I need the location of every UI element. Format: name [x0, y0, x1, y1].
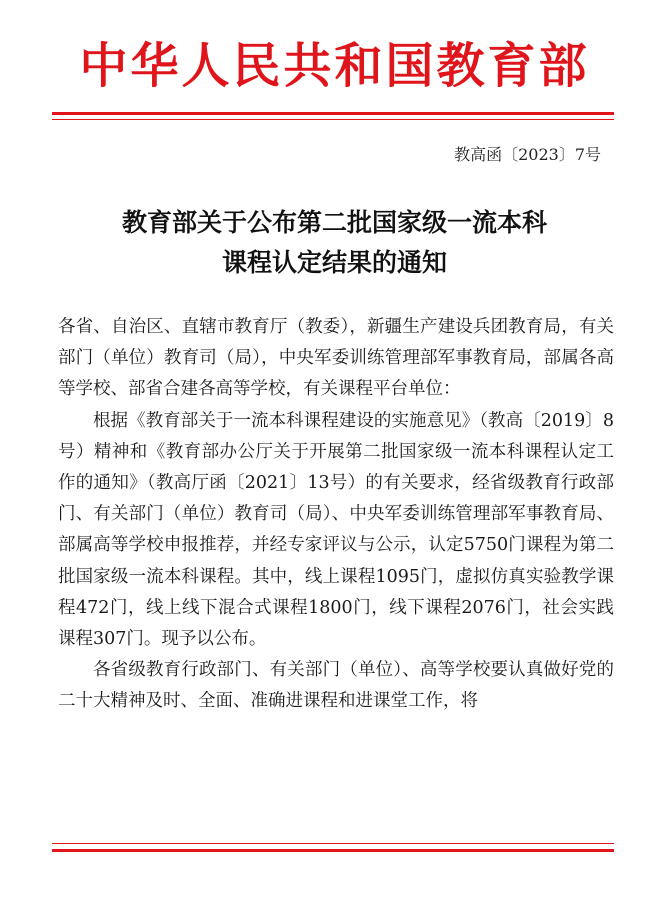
footer-divider-thick: [52, 849, 614, 852]
header-divider-thick: [52, 112, 614, 115]
body-paragraph-2: 各省级教育行政部门、有关部门（单位）、高等学校要认真做好党的二十大精神及时、全面、准确进课程和进课堂工作，将: [58, 660, 614, 712]
header-divider-thin: [52, 119, 614, 120]
body-paragraph-1: 根据《教育部关于一流本科课程建设的实施意见》（教高〔2019〕8号）精神和《教育部办公厅关于开展第二批国家级一流本科课程认定工作的通知》（教高厅函〔2021〕13号）的有关要求，经省级教育行政部门、有关部门（单位）教育司（局）、中央军委训练管理部军事教育局、部属高等学校申报推荐，并经专家评议与公示，认定5750门课程为第二批国家级一流本科课程。其中，线上课程1095门，虚拟仿真实验教学课程472门，线上线下混合式课程1800门，线下课程2076门，社会实践课程307门。现予以公布。: [58, 410, 614, 650]
document-title-line-2: 课程认定结果的通知: [221, 248, 447, 277]
document-number: 教高函〔2023〕7号: [454, 145, 601, 164]
issuing-authority-header: 中华人民共和国教育部: [79, 38, 590, 94]
document-body: [58, 312, 614, 718]
addressee-paragraph: 各省、自治区、直辖市教育厅（教委），新疆生产建设兵团教育局，有关部门（单位）教育司（局），中央军委训练管理部军事教育局，部属各高等学校、部省合建各高等学校，有关课程平台单位：: [58, 317, 614, 400]
document-title: [0, 203, 669, 283]
footer-divider-thin: [52, 843, 614, 844]
document-title-line-1: 教育部关于公布第二批国家级一流本科: [121, 208, 547, 237]
